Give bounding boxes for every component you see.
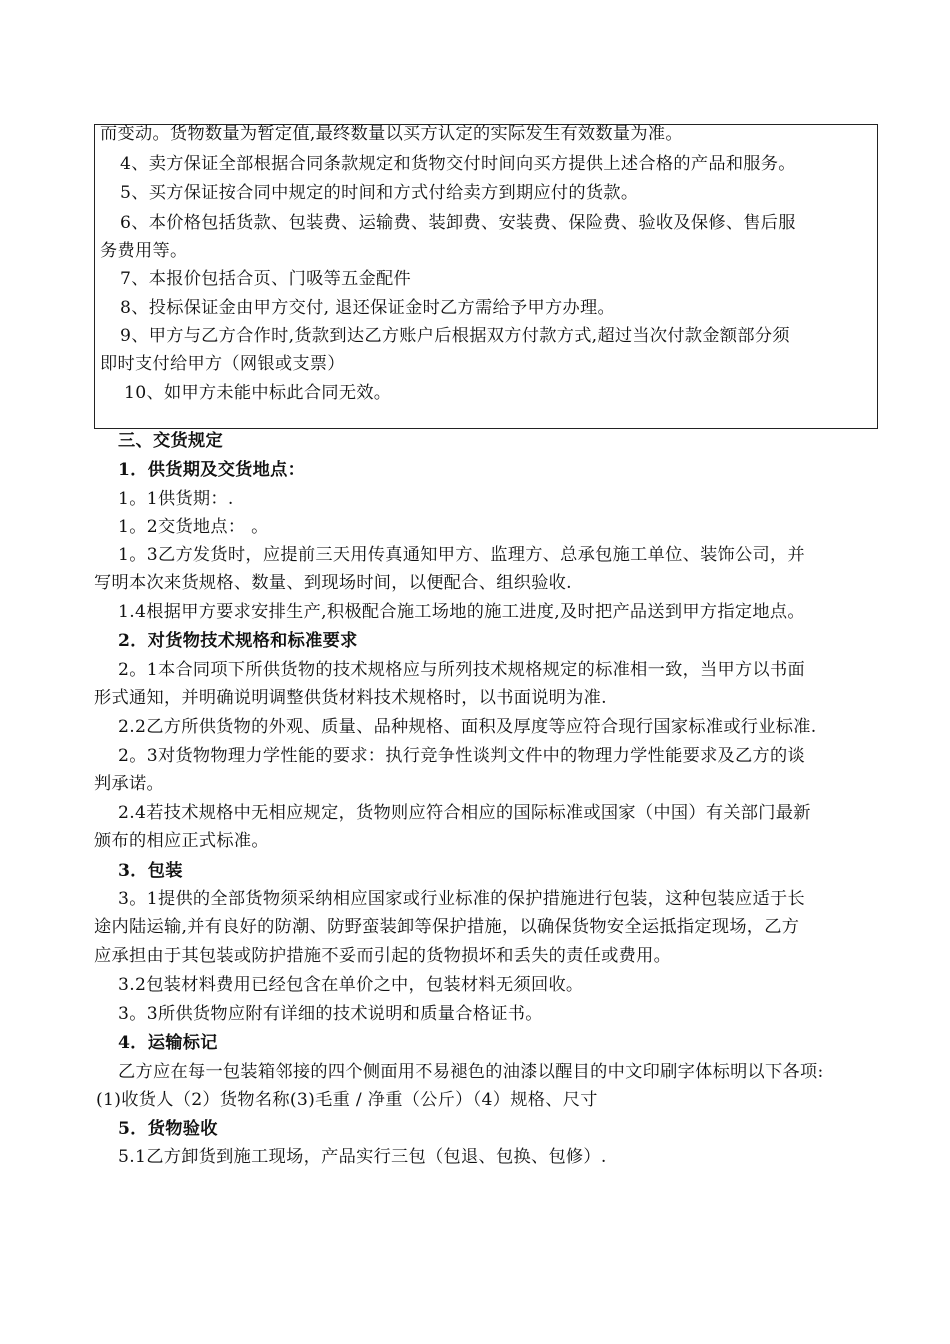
box-line-4: 6、本价格包括货款、包装费、运输费、装卸费、安装费、保险费、验收及保修、售后服	[120, 213, 796, 233]
clause-2-4-line-1: 2.4若技术规格中无相应规定，货物则应符合相应的国际标准或国家（中国）有关部门最新	[118, 803, 811, 823]
clause-4-line-2: (1)收货人（2）货物名称(3)毛重 / 净重（公斤）（4）规格、尺寸	[96, 1090, 598, 1110]
subsection-3-heading: 3．包装	[118, 861, 183, 881]
clause-3-1-line-3: 应承担由于其包装或防护措施不妥而引起的货物损坏和丢失的责任或费用。	[94, 946, 672, 966]
clause-1-2: 1。2交货地点： 。	[118, 517, 269, 537]
subsection-1-heading: 1．供货期及交货地点：	[118, 460, 306, 480]
clause-2-2: 2.2乙方所供货物的外观、质量、品种规格、面积及厚度等应符合现行国家标准或行业标准.	[118, 717, 817, 737]
clause-1-3-line-2: 写明本次来货规格、数量、到现场时间，以便配合、组织验收.	[94, 573, 572, 593]
box-line-1: 而变动。货物数量为暂定值,最终数量以买方认定的实际发生有效数量为准。	[100, 124, 683, 144]
clause-1-4: 1.4根据甲方要求安排生产,积极配合施工场地的施工进度,及时把产品送到甲方指定地点。	[118, 602, 805, 622]
box-line-2: 4、卖方保证全部根据合同条款规定和货物交付时间向买方提供上述合格的产品和服务。	[120, 154, 796, 174]
clause-3-1-line-1: 3。1提供的全部货物须采纳相应国家或行业标准的保护措施进行包装，这种包装应适于长	[118, 889, 805, 909]
clause-3-1-line-2: 途内陆运输,并有良好的防潮、防野蛮装卸等保护措施，以确保货物安全运抵指定现场，乙方	[94, 917, 800, 937]
box-line-10: 10、如甲方未能中标此合同无效。	[124, 383, 392, 403]
box-line-6: 7、本报价包括合页、门吸等五金配件	[120, 269, 412, 289]
subsection-2-heading: 2．对货物技术规格和标准要求	[118, 631, 358, 651]
subsection-5-heading: 5．货物验收	[118, 1119, 218, 1139]
clause-4-line-1: 乙方应在每一包装箱邻接的四个侧面用不易褪色的油漆以醒目的中文印刷字体标明以下各项:	[118, 1062, 824, 1082]
box-line-8: 9、甲方与乙方合作时,货款到达乙方账户后根据双方付款方式,超过当次付款金额部分须	[120, 326, 790, 346]
subsection-4-heading: 4．运输标记	[118, 1033, 218, 1053]
clause-3-3: 3。3所供货物应附有详细的技术说明和质量合格证书。	[118, 1004, 543, 1024]
clause-2-3-line-1: 2。3对货物物理力学性能的要求：执行竞争性谈判文件中的物理力学性能要求及乙方的谈	[118, 746, 805, 766]
clause-2-1-line-1: 2。1本合同项下所供货物的技术规格应与所列技术规格规定的标准相一致，当甲方以书面	[118, 660, 805, 680]
clause-2-1-line-2: 形式通知，并明确说明调整供货材料技术规格时，以书面说明为准.	[94, 688, 607, 708]
clause-3-2: 3.2包装材料费用已经包含在单价之中，包装材料无须回收。	[118, 975, 584, 995]
clause-5-1: 5.1乙方卸货到施工现场，产品实行三包（包退、包换、包修）.	[118, 1147, 607, 1167]
clause-2-4-line-2: 颁布的相应正式标准。	[94, 831, 269, 851]
box-line-9: 即时支付给甲方（网银或支票）	[100, 354, 345, 374]
box-line-5: 务费用等。	[100, 241, 188, 261]
clause-1-1: 1。1供货期：.	[118, 489, 234, 509]
box-line-7: 8、投标保证金由甲方交付, 退还保证金时乙方需给予甲方办理。	[120, 298, 615, 318]
section-heading: 三、交货规定	[118, 431, 223, 451]
box-line-3: 5、买方保证按合同中规定的时间和方式付给卖方到期应付的货款。	[120, 183, 639, 203]
clause-2-3-line-2: 判承诺。	[94, 774, 164, 794]
clause-1-3-line-1: 1。3乙方发货时，应提前三天用传真通知甲方、监理方、总承包施工单位、装饰公司，并	[118, 545, 805, 565]
